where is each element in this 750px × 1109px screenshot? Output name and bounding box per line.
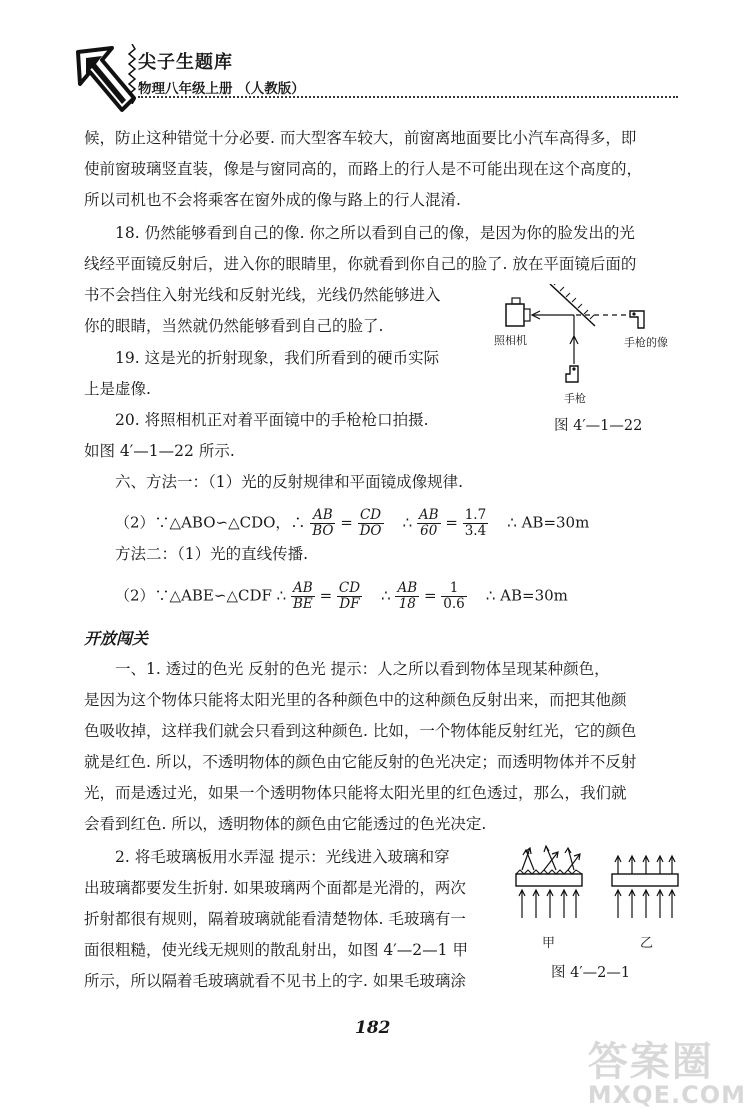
text-line: 出玻璃都要发生折射. 如果玻璃两个面都是光滑的，两次 [84, 879, 466, 897]
equals-sign: = [319, 586, 333, 605]
figure-caption: 图 4′—2—1 [551, 965, 631, 981]
figure-label-gun-image: 手枪的像 [624, 336, 668, 349]
text-line: 一、1. 透过的色光 反射的色光 提示：人之所以看到物体呈现某种颜色， [115, 660, 610, 678]
header-dotted-rule [138, 96, 678, 98]
figure-label-camera: 照相机 [494, 334, 527, 347]
fraction: $\frac{1.7}{3.4}$ [464, 507, 487, 539]
text-line: 上是虚像. [84, 380, 151, 398]
equation-method-one [115, 508, 589, 539]
text-line: 18. 仍然能够看到自己的像. 你之所以看到自己的像，是因为你的脸发出的光 [115, 224, 635, 242]
equation-prefix: （2）∵△ABE∽△CDF ∴ [115, 586, 287, 605]
equals-sign: = [340, 513, 353, 532]
fraction: $\frac{AB}{BO}$ [312, 507, 334, 539]
fraction: $\frac{1}{0.6}$ [443, 580, 465, 612]
therefore-sign: ∴ [402, 513, 413, 532]
text-line: 如图 4′—1—22 所示. [84, 442, 235, 460]
figure-label-b: 乙 [640, 936, 654, 951]
header-title: 尖子生题库 [138, 52, 233, 73]
text-line: 20. 将照相机正对着平面镜中的手枪枪口拍摄. [115, 411, 429, 429]
text-line: 你的眼睛，当然就仍然能够看到自己的脸了. [84, 317, 384, 335]
text-line: 所以司机也不会将乘客在窗外成的像与路上的行人混淆. [84, 191, 461, 209]
section-title: 开放闯关 [84, 629, 149, 648]
text-line: 六、方法一：（1）光的反射规律和平面镜成像规律. [115, 473, 464, 491]
text-line: 方法二：（1）光的直线传播. [115, 545, 309, 563]
equation-result: ∴ AB=30m [507, 513, 590, 532]
equals-sign: = [445, 513, 458, 532]
text-line: 就是红色. 所以，不透明物体的颜色由它能反射的色光决定；而透明物体并不反射 [84, 753, 637, 771]
equals-sign: = [423, 586, 437, 605]
text-line: 色吸收掉，这样我们就会只看到这种颜色. 比如，一个物体能反射红光，它的颜色 [84, 722, 637, 740]
figure-glass-refraction [508, 840, 688, 930]
equation-result: ∴ AB=30m [485, 586, 568, 605]
figure-caption: 图 4′—1—22 [554, 418, 643, 434]
fraction: $\frac{AB}{18}$ [397, 580, 418, 612]
equation-prefix: （2）∵△ABO∽△CDO，∴ [115, 513, 306, 532]
text-line: 会看到红色. 所以，透明物体的颜色由它能透过的色光决定. [84, 815, 487, 833]
header-subtitle: 物理八年级上册 （人教版） [138, 81, 305, 97]
text-line: 候，防止这种错觉十分必要. 而大型客车较大，前窗离地面要比小汽车高得多，即 [84, 129, 637, 147]
text-line: 面很粗糙，使光线无规则的散乱射出，如图 4′—2—1 甲 [84, 941, 468, 959]
therefore-sign: ∴ [381, 586, 391, 605]
watermark [588, 1030, 746, 1109]
header-zigzag-divider [128, 44, 136, 104]
figure-label-a: 甲 [542, 936, 556, 951]
page-number: 182 [355, 1018, 391, 1038]
equation-method-two [115, 581, 568, 612]
figure-label-gun: 手枪 [564, 392, 586, 405]
text-line: 书不会挡住入射光线和反射光线，光线仍然能够进入 [84, 286, 441, 304]
text-line: 折射都很有规则，隔着玻璃就能看清楚物体. 毛玻璃有一 [84, 910, 466, 928]
fraction: $\frac{AB}{BE}$ [293, 580, 313, 612]
watermark-logo-text: 答案圈 [587, 1039, 714, 1085]
text-line: 光，而是透过光，如果一个透明物体只能将太阳光里的红色透过，那么，我们就 [84, 784, 627, 802]
fraction: $\frac{AB}{60}$ [418, 507, 439, 539]
text-line: 所示，所以隔着毛玻璃就看不见书上的字. 如果毛玻璃涂 [84, 972, 466, 990]
text-line: 线经平面镜反射后，进入你的眼睛里，你就看到你自己的脸了. 放在平面镜后面的 [84, 255, 637, 273]
text-line: 是因为这个物体只能将太阳光里的各种颜色中的这种颜色反射出来，而把其他颜 [84, 691, 627, 709]
text-line: 使前窗玻璃竖直装，像是与窗同高的，而路上的行人是不可能出现在这个高度的， [84, 160, 643, 178]
watermark-url: MXQE.COM [587, 1081, 746, 1109]
fraction: $\frac{CD}{DO}$ [359, 507, 382, 539]
text-line: 19. 这是光的折射现象，我们所看到的硬币实际 [115, 349, 440, 367]
fraction: $\frac{CD}{DF}$ [338, 580, 361, 612]
text-line: 2. 将毛玻璃板用水弄湿 提示：光线进入玻璃和穿 [115, 848, 450, 866]
